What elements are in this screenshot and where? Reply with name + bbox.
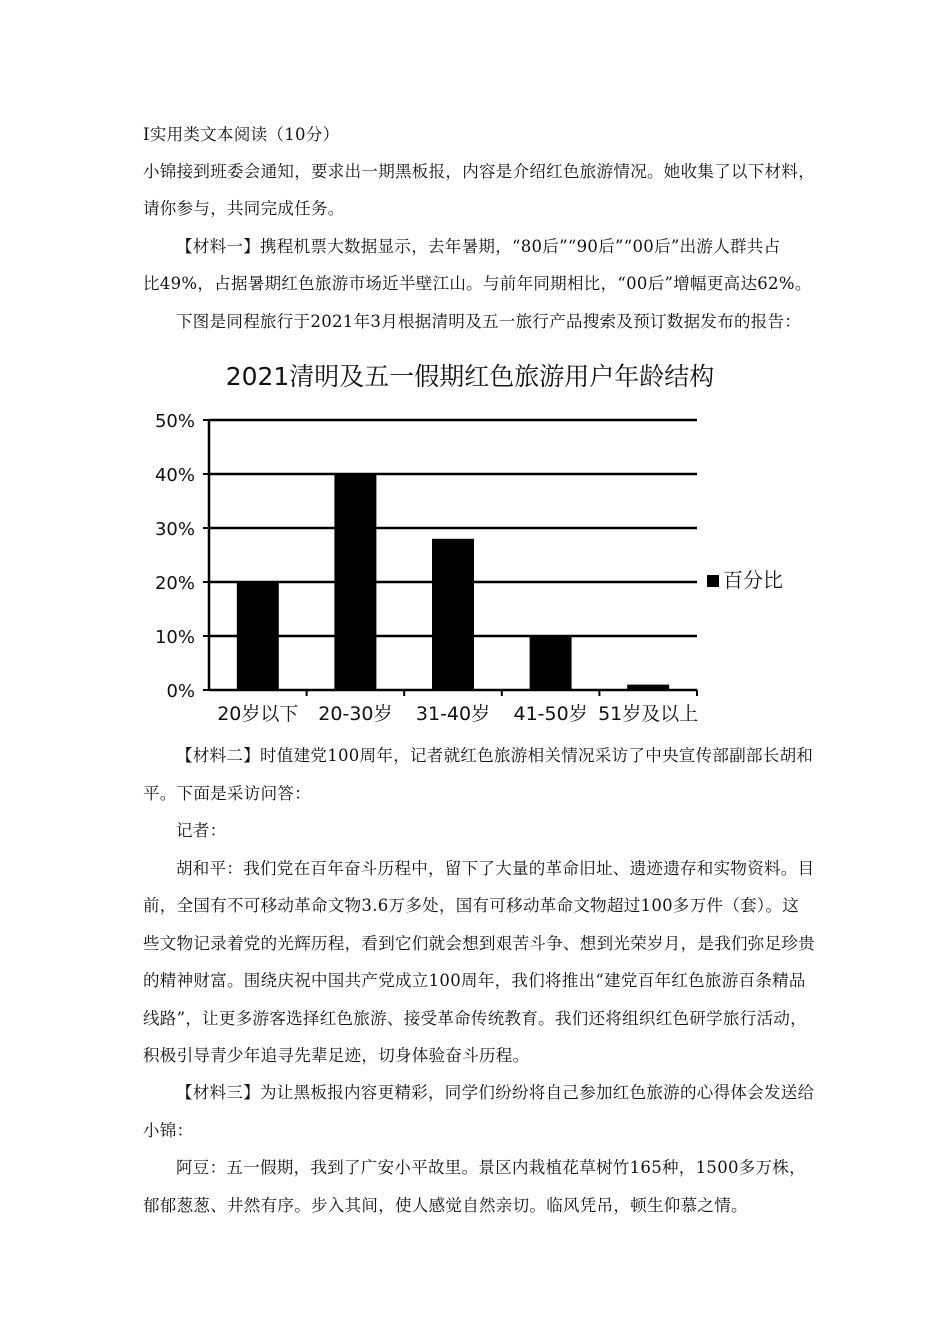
material3-line-1: 【材料三】为让黑板报内容更精彩，同学们纷纷将自己参加红色旅游的心得体会发送给 [176, 1083, 815, 1102]
legend-label: 百分比 [723, 568, 783, 592]
chart-legend [707, 568, 783, 592]
y-tick-label: 10% [154, 627, 195, 648]
material3-line-3: 阿豆：五一假期，我到了广安小平故里。景区内栽植花草树竹165种，1500多万株， [176, 1158, 806, 1177]
material3-line-2: 小锦： [143, 1121, 194, 1140]
bar [530, 636, 572, 690]
chart-title: 2021清明及五一假期红色旅游用户年龄结构 [225, 362, 715, 391]
material1-line-2: 比49%，占据暑期红色旅游市场近半壁江山。与前年同期相比，“00后”增幅更高达62%。 [143, 274, 812, 293]
material2-line-5: 前，全国有不可移动革命文物3.6万多处，国有可移动革命文物超过100多万件（套）。这 [143, 896, 800, 915]
intro-line-1: 小锦接到班委会通知，要求出一期黑板报，内容是介绍红色旅游情况。她收集了以下材料， [143, 162, 815, 181]
bar [237, 582, 279, 690]
bar [432, 539, 474, 690]
y-tick-label: 30% [154, 519, 195, 540]
material2-line-4: 胡和平：我们党在百年奋斗历程中，留下了大量的革命旧址、遗迹遗存和实物资料。目 [176, 859, 815, 878]
y-tick-label: 20% [154, 573, 195, 594]
x-tick-label: 20-30岁 [318, 703, 393, 725]
bar [334, 474, 376, 690]
material2-reporter: 记者： [176, 821, 227, 840]
legend-swatch [707, 575, 719, 587]
intro-line-2: 请你参与，共同完成任务。 [143, 199, 345, 218]
y-tick-label: 40% [154, 465, 195, 486]
chart-labels [155, 411, 698, 725]
material2-line-8: 线路”，让更多游客选择红色旅游、接受革命传统教育。我们还将组织红色研学旅行活动， [143, 1009, 807, 1028]
material2-line-2: 平。下面是采访问答： [143, 784, 311, 803]
x-tick-label: 41-50岁 [513, 703, 588, 725]
material1-line-3: 下图是同程旅行于2021年3月根据清明及五一旅行产品搜索及预订数据发布的报告： [176, 312, 802, 331]
material2-line-1: 【材料二】时值建党100周年，记者就红色旅游相关情况采访了中央宣传部副部长胡和 [176, 746, 814, 765]
x-tick-label: 20岁以下 [217, 703, 299, 725]
section-heading: Ⅰ实用类文本阅读（10分） [143, 125, 340, 144]
y-tick-label: 0% [166, 681, 195, 702]
material2-line-6: 些文物记录着党的光辉历程，看到它们就会想到艰苦斗争、想到光荣岁月，是我们弥足珍贵 [143, 934, 815, 953]
material3-line-4: 郁郁葱葱、井然有序。步入其间，使人感觉自然亲切。临风凭吊，顿生仰慕之情。 [143, 1196, 748, 1215]
age-structure-chart [140, 350, 820, 730]
material1-line-1: 【材料一】携程机票大数据显示，去年暑期，“80后”“90后”“00后”出游人群共占 [176, 237, 781, 256]
x-tick-label: 31-40岁 [415, 703, 491, 725]
x-tick-label: 51岁及以上 [598, 703, 699, 725]
material2-line-9: 积极引导青少年追寻先辈足迹，切身体验奋斗历程。 [143, 1046, 530, 1065]
y-tick-label: 50% [154, 411, 195, 432]
chart-svg [140, 350, 820, 730]
material2-line-7: 的精神财富。围绕庆祝中国共产党成立100周年，我们将推出“建党百年红色旅游百条精品 [143, 971, 806, 990]
